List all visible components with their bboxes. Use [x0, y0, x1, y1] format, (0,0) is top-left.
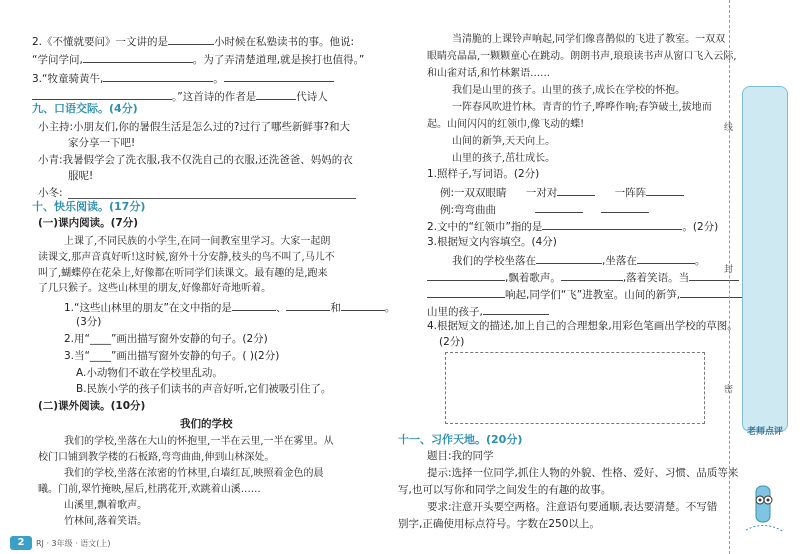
blank[interactable] — [341, 300, 385, 311]
p1-q1-score: (3分) — [76, 316, 102, 328]
passage1-line1: 上课了,不同民族的小学生,在同一间教室里学习。大家一起朗 — [64, 236, 331, 247]
r-q4: 4.根据短文的描述,加上自己的合理想象,用彩色笔画出学校的草图。 — [427, 320, 738, 332]
passage2-line6: 竹林间,落着笑语。 — [64, 516, 148, 527]
q2-text-d: 。为了弄清楚道理,就是挨打也值得。” — [192, 54, 365, 66]
passage1-title: (一)课内阅读。(7分) — [38, 217, 139, 229]
q2-text-a: 2.《不懂就要问》一文讲的是 — [32, 36, 169, 48]
r-q3: 3.根据短文内容填空。(4分) — [427, 236, 557, 248]
binding-line — [729, 0, 730, 554]
q2-line2 — [32, 52, 364, 67]
s9-line1: 小主持:小朋友们,你的暑假生活是怎么过的?过行了哪些新鲜事?和大 — [38, 121, 351, 133]
q3-text-c: 。”这首诗的作者是 — [172, 91, 257, 103]
text: 。 — [694, 255, 706, 267]
essay-req-2: 别字,正确使用标点符号。字数在250以上。 — [398, 518, 600, 530]
blank[interactable] — [286, 300, 330, 311]
s9-line2: 家分享一下吧! — [68, 137, 136, 149]
blank[interactable] — [32, 89, 172, 100]
passage2-heading: 我们的学校 — [180, 418, 233, 430]
sep: 和 — [330, 302, 341, 314]
s9-line4: 服呢! — [68, 170, 94, 182]
essay-hint-1: 提示:选择一位同学,抓住人物的外貌、性格、爱好、习惯、品质等来 — [427, 467, 739, 479]
essay-req-1: 要求:注意开头要空两格。注意语句要通顺,表达要清楚。不写错 — [427, 501, 718, 513]
r-q3-line1 — [452, 253, 705, 268]
p1-q1 — [64, 300, 395, 315]
blank[interactable] — [83, 52, 193, 63]
text: 响起,同学们“飞”进教室。山间的新笋, — [505, 289, 681, 301]
blank[interactable] — [168, 34, 214, 45]
r-line2: 眼睛亮晶晶,一颗颗童心在跳动。朗朗书声,琅琅读书声从窗口飞入云际, — [427, 51, 737, 62]
r-q4-score: (2分) — [439, 336, 465, 348]
r-q1-row2 — [440, 202, 649, 217]
passage2-title: (二)课外阅读。(10分) — [38, 400, 146, 412]
essay-title: 题目:我的同学 — [427, 450, 494, 462]
q2-text-c: “学问学问, — [32, 54, 83, 66]
teacher-comment-box[interactable] — [742, 86, 788, 432]
r-q1: 1.照样子,写词语。(2分) — [427, 168, 540, 180]
passage1-line2: 读课文,那声音真好听!这时候,窗外十分安静,枝头的鸟不叫了,马儿不 — [38, 252, 335, 263]
binding-char: 密 — [724, 385, 734, 395]
blank[interactable] — [256, 89, 296, 100]
blank[interactable] — [427, 287, 505, 298]
blank[interactable] — [483, 304, 549, 315]
drawing-box[interactable] — [445, 352, 705, 424]
r-line7: 山间的新笋,天天向上。 — [452, 136, 556, 147]
r-line3: 和山雀对话,和竹林絮语…… — [427, 68, 551, 79]
q3-text-d: 代诗人 — [296, 91, 328, 103]
r-line1: 当清脆的上课铃声响起,同学们像喜鹊似的飞进了教室。一双双 — [452, 34, 726, 45]
passage2-line2: 校门口铺到教学楼的石板路,弯弯曲曲,伸到山林深处。 — [38, 452, 275, 463]
binding-char: 线 — [724, 123, 734, 133]
blank[interactable] — [542, 219, 682, 230]
p1-q2: 2.用“____”画出描写窗外安静的句子。(2分) — [64, 333, 268, 345]
blank[interactable] — [561, 270, 623, 281]
p1-q3-option-a[interactable]: A.小动物们不敢在学校里乱动。 — [76, 367, 223, 379]
passage2-line3: 我们的学校,坐落在浓密的竹林里,白墙红瓦,映照着金色的晨 — [64, 468, 324, 479]
example: 例:弯弯曲曲 — [440, 204, 497, 216]
teacher-comment-label: 老师点评 — [746, 427, 783, 437]
section-9-title: 九、口语交际。(4分) — [32, 102, 138, 115]
passage1-line4: 了几只猴子。这些山林里的朋友,好像都好奇地听着。 — [38, 283, 272, 294]
s9-line3: 小青:我暑假学会了洗衣服,我不仅洗自己的衣服,还洗爸爸、妈妈的衣 — [38, 154, 353, 166]
p1-q1-text: 1.“这些山林里的朋友”在文中指的是 — [64, 302, 232, 314]
text: 我们的学校坐落在 — [452, 255, 536, 267]
page-number: 2 — [10, 536, 32, 550]
q3-text-a: 3.“牧童骑黄牛, — [32, 73, 104, 85]
blank[interactable] — [232, 300, 276, 311]
word: 一阵阵 — [614, 187, 647, 199]
blank[interactable] — [224, 71, 334, 82]
blank[interactable] — [646, 185, 684, 196]
q3-text-b: 。 — [213, 73, 224, 85]
passage2-line1: 我们的学校,坐落在大山的怀抱里,一半在云里,一半在雾里。从 — [64, 436, 334, 447]
blank[interactable] — [637, 253, 695, 264]
text: ,落着笑语。当 — [622, 272, 690, 284]
r-q3-line3 — [427, 287, 742, 302]
r-q3-line4 — [427, 304, 549, 319]
section-11-title: 十一、习作天地。(20分) — [398, 433, 523, 446]
s9-line5: 小冬: — [38, 187, 63, 199]
r-q2 — [427, 219, 718, 234]
blank[interactable] — [535, 202, 583, 213]
r-line5: 一阵春风吹进竹林。青青的竹子,哗哗作响;春笋破土,拔地而 — [452, 102, 712, 113]
blank[interactable] — [103, 71, 213, 82]
passage1-line3: 叫了,蝴蝶停在花朵上,好像都在听同学们读课文。最有趣的是,跑来 — [38, 268, 328, 279]
q2-line1 — [32, 34, 354, 49]
passage2-line4: 曦。门前,翠竹掩映,屋后,杜鹃花开,欢跳着山溪…… — [38, 484, 261, 495]
answer-line[interactable] — [68, 198, 356, 199]
example: 例:一双双眼睛 — [440, 187, 507, 199]
p1-q3: 3.当“____”画出描写窗外安静的句子。( )(2分) — [64, 350, 280, 362]
blank[interactable] — [601, 202, 649, 213]
blank[interactable] — [427, 270, 505, 281]
q3-line1 — [32, 71, 334, 86]
r-q2-text: 2.文中的“红领巾”指的是 — [427, 221, 543, 233]
blank[interactable] — [536, 253, 602, 264]
r-line4: 我们是山里的孩子。山里的孩子,成长在学校的怀抱。 — [452, 85, 686, 96]
sep: 、 — [275, 302, 287, 314]
mascot-icon — [740, 480, 790, 540]
r-q1-row1 — [440, 185, 684, 200]
word: 一对对 — [525, 187, 558, 199]
essay-hint-2: 写,也可以写你和同学之间发生的有趣的故事。 — [398, 484, 612, 496]
footer: RJ · 3年级 · 语文(上) — [36, 539, 111, 548]
blank[interactable] — [557, 185, 595, 196]
text: ,飘着歌声。 — [505, 272, 561, 284]
p1-q3-option-b[interactable]: B.民族小学的孩子们读书的声音好听,它们被吸引住了。 — [76, 383, 332, 395]
section-10-title: 十、快乐阅读。(17分) — [32, 200, 146, 213]
blank[interactable] — [680, 287, 742, 298]
r-line6: 起。山间闪闪的红领巾,像飞动的蝶! — [427, 119, 585, 130]
text: 山里的孩子, — [427, 306, 483, 318]
sep: 。 — [384, 302, 396, 314]
r-line8: 山里的孩子,茁壮成长。 — [452, 153, 556, 164]
passage2-line5: 山溪里,飘着歌声。 — [64, 500, 148, 511]
binding-char: 封 — [724, 265, 734, 275]
r-q2-score: 。(2分) — [682, 221, 719, 233]
r-q3-line2 — [427, 270, 739, 285]
q2-text-b: 小时候在私塾读书的事。他说: — [214, 36, 355, 48]
text: ,坐落在 — [602, 255, 637, 267]
